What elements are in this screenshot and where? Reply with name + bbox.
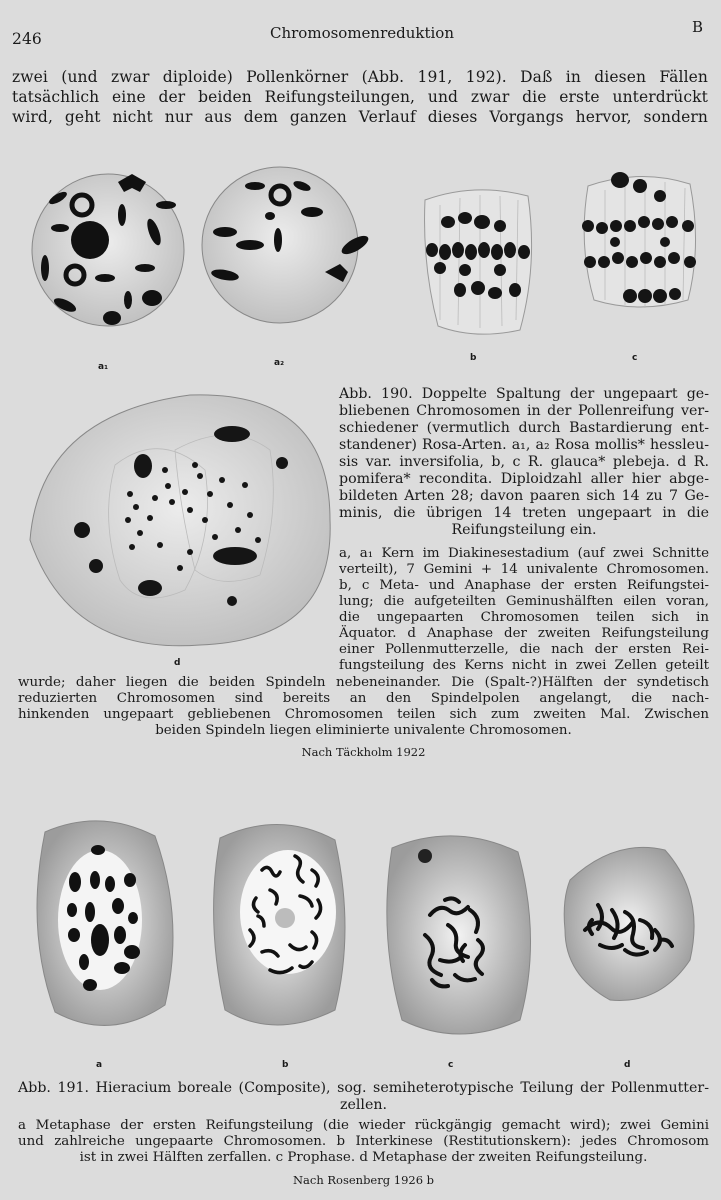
fig191-caption-line-2: zellen. <box>340 1097 387 1113</box>
fig190-caption-line-3: schiedener (vermutlich durch Bastardierung ent- <box>339 420 709 436</box>
fig190-caption-line-4: standener) Rosa-Arten. a₁, a₂ Rosa mollis* hessleu- <box>339 437 709 453</box>
fig190-label-a2: a₂ <box>274 358 285 368</box>
fig190-full-line-3: hinkenden ungepaart gebliebenen Chromosomen teilen sich zum zweiten Mal. Zwischen <box>18 707 709 722</box>
fig191-label-c: c <box>448 1060 454 1070</box>
fig190-full-line-2: reduzierten Chromosomen sind bereits an den Spindelpolen angelangt, die nach- <box>18 691 709 706</box>
fig191-label-d: d <box>624 1060 631 1070</box>
fig190-d-cell <box>30 395 330 646</box>
fig190-caption-line-9: Reifungsteilung ein. <box>451 522 597 538</box>
running-title: Chromosomenreduktion <box>270 24 454 42</box>
fig190-legend-line-5: die ungepaarten Chromosomen teilen sich in <box>339 610 709 625</box>
fig190-full-line-4: beiden Spindeln liegen eliminierte univalente Chromosomen. <box>155 723 572 738</box>
fig190-label-a1: a₁ <box>98 362 109 372</box>
fig190-b-spindle <box>425 190 532 334</box>
fig190-legend-line-1: a, a₁ Kern im Diakinesestadium (auf zwei Schnitte <box>339 546 709 561</box>
fig191-source: Nach Rosenberg 1926 b <box>292 1173 435 1187</box>
fig190-caption-line-8: minis, die übrigen 14 treten ungepaart in die <box>339 505 709 521</box>
fig191-label-a: a <box>96 1060 103 1070</box>
fig190-full-line-1: wurde; daher liegen die beiden Spindeln nebeneinander. Die (Spalt-?)Hälften der syndetisch <box>18 675 709 690</box>
fig191-legend-line-3: ist in zwei Hälften zerfallen. c Prophase. d Metaphase der zweiten Reifungsteilung. <box>79 1150 648 1165</box>
fig190-source: Nach Täckholm 1922 <box>301 745 426 759</box>
fig190-legend-line-7: einer Pollenmutterzelle, die nach der ersten Rei- <box>339 642 709 657</box>
fig191-label-b: b <box>282 1060 289 1070</box>
fig191-legend-line-1: a Metaphase der ersten Reifungsteilung (die wieder rückgängig gemacht wird); zwei Gemini <box>18 1118 709 1133</box>
intro-line-1: zwei (und zwar diploide) Pollenkörner (Abb. 191, 192). Daß in diesen Fällen <box>12 68 708 86</box>
fig191-b-cell <box>214 824 345 1025</box>
fig191-c-cell <box>387 836 531 1034</box>
corner-mark: B <box>692 18 704 36</box>
fig190-legend-line-4: lung; die aufgeteilten Geminushälften eilen voran, <box>339 594 709 609</box>
fig190-c-spindle <box>582 172 696 308</box>
intro-line-3: wird, geht nicht nur aus dem ganzen Verlauf dieses Vorgangs hervor, sondern <box>12 108 708 126</box>
fig190-caption-line-2: bliebenen Chromosomen in der Pollenreifung ver- <box>339 403 709 419</box>
fig190-legend-line-3: b, c Meta- und Anaphase der ersten Reifungstei- <box>339 578 709 593</box>
fig190-caption-line-6: pomifera* recondita. Diploidzahl aller hier abge- <box>339 471 709 487</box>
fig190-legend-line-6: Äquator. d Anaphase der zweiten Reifungsteilung <box>339 626 709 641</box>
fig190-label-d: d <box>174 658 181 668</box>
fig190-legend-line-8: fungsteilung des Kerns nicht in zwei Zellen geteilt <box>339 658 709 673</box>
fig190-caption-line-1: Abb. 190. Doppelte Spaltung der ungepaart ge- <box>339 386 709 402</box>
intro-line-2: tatsächlich eine der beiden Reifungsteilungen, und zwar die erste unterdrückt <box>12 88 708 106</box>
fig190-label-b: b <box>470 353 477 363</box>
fig190-label-c: c <box>632 353 638 363</box>
fig191-caption-line-1: Abb. 191. Hieracium boreale (Composite), sog. semiheterotypische Teilung der Pollenmutter- <box>18 1080 709 1096</box>
fig190-legend-line-2: verteilt), 7 Gemini + 14 univalente Chromosomen. <box>339 562 709 577</box>
fig191-legend-line-2: und zahlreiche ungepaarte Chromosomen. b Interkinese (Restitutionskern): jedes Chromosom <box>18 1134 709 1149</box>
fig190-caption-line-7: bildeten Arten 28; davon paaren sich 14 zu 7 Ge- <box>339 488 709 504</box>
page-number: 246 <box>12 30 42 48</box>
fig190-caption-line-5: sis var. inversifolia, b, c R. glauca* plebeja. d R. <box>339 454 709 470</box>
fig190-a2-cell <box>202 167 371 323</box>
fig190-a1-cell <box>32 174 184 326</box>
fig191-d-cell <box>564 847 694 1000</box>
fig191-a-cell <box>37 821 173 1026</box>
